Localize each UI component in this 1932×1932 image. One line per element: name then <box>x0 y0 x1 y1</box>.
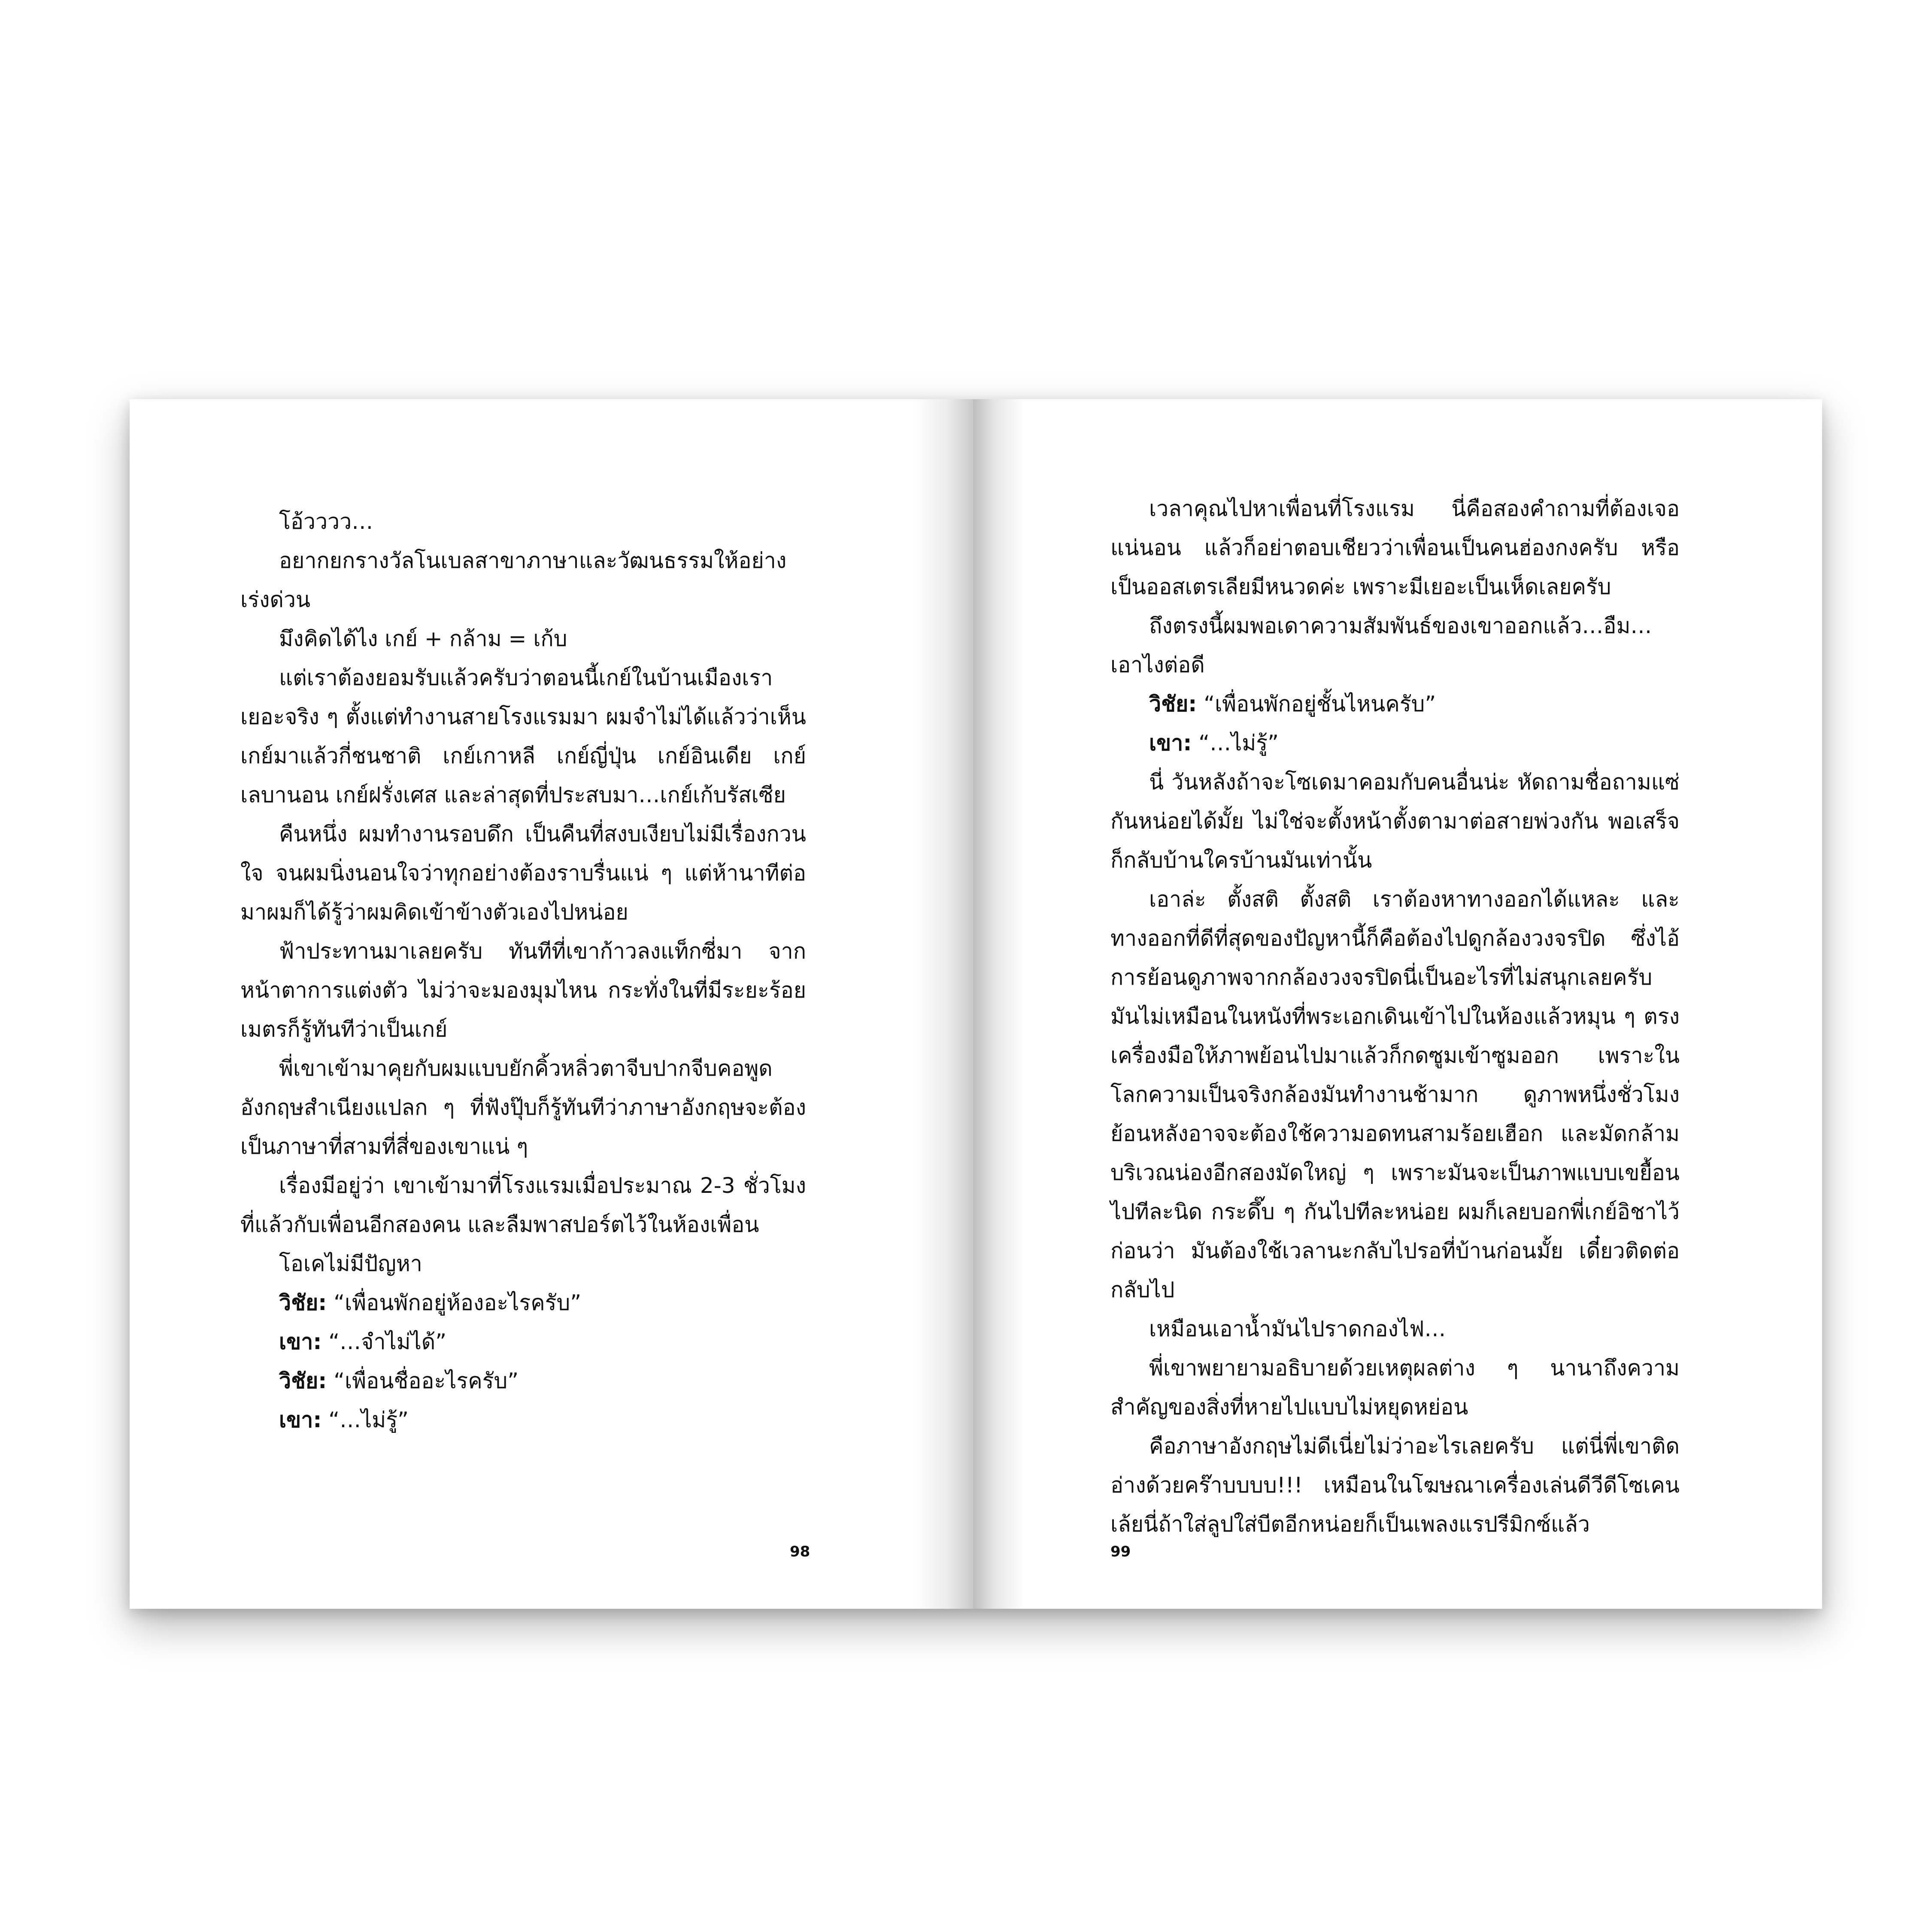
dialogue-line <box>240 1362 806 1401</box>
speaker-name: เขา: <box>1149 731 1192 755</box>
paragraph: เรื่องมีอยู่ว่า เขาเข้ามาที่โรงแรมเมื่อประมาณ 2-3 ชั่วโมงที่แล้วกับเพื่อนอีกสองคน และลืมพาสปอร์ตไว้ในห้องเพื่อน <box>240 1173 806 1237</box>
left-page <box>130 399 973 1609</box>
paragraph: แต่เราต้องยอมรับแล้วครับว่าตอนนี้เกย์ในบ้านเมืองเราเยอะจริง ๆ ตั้งแต่ทำงานสายโรงแรมมา ผมจำไม่ได้แล้วว่าเห็นเกย์มาแล้วกี่ชนชาติ เกย์เกาหลี เกย์ญี่ปุ่น เกย์อินเดีย เกย์เลบานอน เกย์ฝรั่งเศส และล่าสุดที่ประสบมา…เกย์เก้บรัสเซีย <box>240 665 806 807</box>
paragraph: นี่ วันหลังถ้าจะโซเดมาคอมกับคนอื่นน่ะ หัดถามชื่อถามแซ่กันหน่อยได้มั้ย ไม่ใช่จะตั้งหน้าตั้งตามาต่อสายพ่วงกัน พอเสร็จก็กลับบ้านใครบ้านมันเท่านั้น <box>1110 770 1680 873</box>
page-number: 98 <box>790 1543 810 1560</box>
speaker-name: วิชัย: <box>1149 692 1197 716</box>
paragraph: ฟ้าประทานมาเลยครับ ทันทีที่เขาก้าวลงแท็กซี่มา จากหน้าตาการแต่งตัว ไม่ว่าจะมองมุมไหน กระทั่งในที่มีระยะร้อยเมตรก็รู้ทันทีว่าเป็นเกย์ <box>240 939 806 1042</box>
dialogue-line <box>240 1322 806 1362</box>
dialogue-line <box>240 1283 806 1322</box>
dialogue-text: “เพื่อนพักอยู่ชั้นไหนครับ” <box>1204 692 1436 716</box>
left-page-text <box>240 502 806 1440</box>
speaker-name: เขา: <box>279 1407 322 1432</box>
paragraph: เวลาคุณไปหาเพื่อนที่โรงแรม นี่คือสองคำถามที่ต้องเจอแน่นอน แล้วก็อย่าตอบเชียวว่าเพื่อนเป็นคนฮ่องกงครับ หรือเป็นออสเตรเลียมีหนวดค่ะ เพราะมีเยอะเป็นเห็ดเลยครับ <box>1110 496 1680 599</box>
paragraph: มึงคิดได้ไง เกย์ + กล้าม = เก้บ <box>279 626 567 651</box>
paragraph: พี่เขาเข้ามาคุยกับผมแบบยักคิ้วหลิ่วตาจีบปากจีบคอพูดอังกฤษสำเนียงแปลก ๆ ที่ฟังปุ๊บก็รู้ทันทีว่าภาษาอังกฤษจะต้องเป็นภาษาที่สามที่สี่ของเขาแน่ ๆ <box>240 1056 806 1159</box>
paragraph: พี่เขาพยายามอธิบายด้วยเหตุผลต่าง ๆ นานาถึงความสำคัญของสิ่งที่หายไปแบบไม่หยุดหย่อน <box>1110 1356 1680 1419</box>
dialogue-text: “…ไม่รู้” <box>1198 731 1279 755</box>
dialogue-text: “เพื่อนชื่ออะไรครับ” <box>334 1368 519 1393</box>
right-page <box>973 399 1822 1609</box>
speaker-name: วิชัย: <box>279 1368 327 1393</box>
dialogue-line <box>1110 685 1680 724</box>
dialogue-text: “…ไม่รู้” <box>328 1407 409 1432</box>
speaker-name: เขา: <box>279 1329 322 1354</box>
paragraph: โอ้วววว… <box>279 509 373 534</box>
paragraph: เหมือนเอาน้ำมันไปราดกองไฟ… <box>1149 1316 1446 1341</box>
dialogue-line <box>240 1401 806 1440</box>
dialogue-text: “…จำไม่ได้” <box>328 1329 447 1354</box>
dialogue-line <box>1110 724 1680 763</box>
paragraph: เอาล่ะ ตั้งสติ ตั้งสติ เราต้องหาทางออกได้แหละ และทางออกที่ดีที่สุดของปัญหานี้ก็คือต้องไปดูกล้องวงจรปิด ซึ่งไอ้การย้อนดูภาพจากกล้องวงจรปิดนี่เป็นอะไรที่ไม่สนุกเลยครับ มันไม่เหมือนในหนังที่พระเอกเดินเข้าไปในห้องแล้วหมุน ๆ ตรงเครื่องมือให้ภาพย้อนไปมาแล้วก็กดซูมเข้าซูมออก เพราะในโลกความเป็นจริงกล้องมันทำงานช้ามาก ดูภาพหนึ่งชั่วโมงย้อนหลังอาจจะต้องใช้ความอดทนสามร้อยเฮือก และมัดกล้ามบริเวณน่องอีกสองมัดใหญ่ ๆ เพราะมันจะเป็นภาพแบบเขยื้อนไปทีละนิด กระดึ๊บ ๆ กันไปทีละหน่อย ผมก็เลยบอกพี่เกย์อิชาไว้ก่อนว่า มันต้องใช้เวลานะกลับไปรอที่บ้านก่อนมั้ย เดี๋ยวติดต่อกลับไป <box>1110 887 1680 1302</box>
paragraph: คือภาษาอังกฤษไม่ดีเนี่ยไม่ว่าอะไรเลยครับ แต่นี่พี่เขาติดอ่างด้วยคร๊าบบบบ!!! เหมือนในโฆษณาเครื่องเล่นดีวีดีโซเคนเล้ยนี่ถ้าใส่ลูปใส่บีตอีกหน่อยก็เป็นเพลงแรปรีมิกซ์แล้ว <box>1110 1434 1680 1537</box>
dialogue-text: “เพื่อนพักอยู่ห้องอะไรครับ” <box>334 1290 582 1315</box>
paragraph: คืนหนึ่ง ผมทำงานรอบดึก เป็นคืนที่สงบเงียบไม่มีเรื่องกวนใจ จนผมนิ่งนอนใจว่าทุกอย่างต้องราบรื่นแน่ ๆ แต่ห้านาทีต่อมาผมก็ได้รู้ว่าผมคิดเข้าข้างตัวเองไปหน่อย <box>240 822 806 925</box>
paragraph: โอเคไม่มีปัญหา <box>279 1251 422 1276</box>
right-page-text <box>1110 489 1680 1544</box>
paragraph: ถึงตรงนี้ผมพอเดาความสัมพันธ์ของเขาออกแล้ว…อืม…เอาไงต่อดี <box>1110 613 1652 677</box>
paragraph: อยากยกรางวัลโนเบลสาขาภาษาและวัฒนธรรมให้อย่างเร่งด่วน <box>240 548 787 612</box>
open-book <box>130 399 1822 1609</box>
speaker-name: วิชัย: <box>279 1290 327 1315</box>
page-number: 99 <box>1110 1543 1131 1560</box>
